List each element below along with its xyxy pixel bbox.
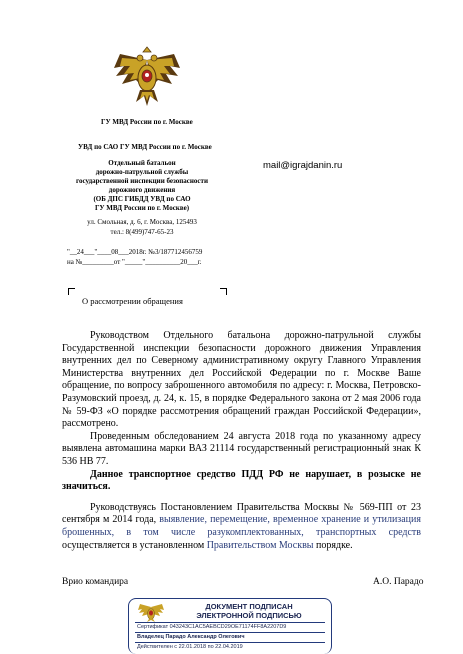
letter-body: [62, 330, 421, 552]
stamp-divider: [135, 632, 325, 633]
subject-line: О рассмотрении обращения: [82, 296, 183, 306]
body-paragraph: Руководством Отдельного батальона дорожно-патрульной службы Государственной инспекции безопасности дорожного движения Управления внутренних дел по Северному административному округу Главного Управления Министерства внутренних дел Российской Федерации по г. Москве Ваше обращение, по вопросу заброшенного автомобиля по адресу: г. Москва, Петровско-Разумовский проезд, д. 24, к. 15, в порядке Федерального закона от 2 мая 2006 года № 59-ФЗ «О порядке рассмотрения обращений граждан Российской Федерации», рассмотрено.: [62, 330, 421, 430]
final-paragraph-link-text: выявление, перемещение, временное хранение и утилизация брошенных, в том числе разукомплектованных, транспортных средств: [62, 514, 421, 538]
subject-corner-left: [68, 288, 75, 295]
final-paragraph: [62, 502, 421, 552]
unit-line: государственной инспекции безопасности: [75, 177, 209, 185]
signatory-position: Врио командира: [62, 577, 129, 587]
reference-number: "__24___"____08___2018г. №3/187712456759: [67, 248, 203, 256]
subject-corner-right: [220, 288, 227, 295]
unit-line: Отдельный батальон: [108, 159, 176, 167]
stamp-certificate: Сертификат 043243C1AC5AEBCD29OE71174FF8A2207D9: [137, 624, 287, 630]
unit-name-block: [62, 159, 222, 213]
unit-phone: тел.: 8(499)747-65-23: [110, 228, 174, 236]
stamp-title-line: ДОКУМЕНТ ПОДПИСАН: [205, 602, 293, 611]
mvd-emblem-icon: [112, 46, 182, 112]
recipient-email: mail@igrajdanin.ru: [263, 160, 343, 171]
final-paragraph-part: осуществляется в установленном: [62, 539, 207, 551]
final-paragraph-part: Руководствуясь Постановлением Правительства Москвы № 569-ПП от 23 сентября м 2014 года,: [62, 501, 421, 526]
unit-line: (ОБ ДПС ГИБДД УВД по САО: [93, 195, 191, 203]
e-signature-stamp: [128, 598, 332, 654]
body-paragraph: Проведенным обследованием 24 августа 2018 года по указанному адресу выявлена автомашина марки ВАЗ 21114 государственный регистрационный знак К 536 НВ 77.: [62, 430, 421, 467]
reference-reply: на №_________от "_____"__________20___г.: [67, 258, 202, 266]
stamp-emblem-icon: [137, 601, 165, 623]
unit-line: дорожного движения: [108, 186, 176, 194]
unit-line: дорожно-патрульной службы: [95, 168, 189, 176]
stamp-title: [169, 602, 329, 620]
unit-line: ГУ МВД России по г. Москве): [94, 204, 190, 212]
org-main-name: ГУ МВД России по г. Москве: [101, 118, 193, 126]
stamp-title-line: ЭЛЕКТРОННОЙ ПОДПИСЬЮ: [196, 611, 302, 620]
org-sub-name: УВД по САО ГУ МВД России по г. Москве: [78, 143, 212, 151]
signatory-name: А.О. Парадо: [373, 577, 424, 587]
final-paragraph-part: порядке.: [313, 539, 353, 551]
body-paragraph: Данное транспортное средство ПДД РФ не нарушает, в розыске не значиться.: [62, 468, 421, 493]
stamp-divider: [135, 622, 325, 623]
stamp-owner: Владелец Парадо Александр Олегович: [137, 634, 245, 640]
unit-address: ул. Смольная, д. 6, г. Москва, 125493: [87, 218, 197, 226]
stamp-validity: Действителен с 22.01.2018 по 22.04.2019: [137, 644, 243, 650]
government-link-text: Правительством Москвы: [206, 539, 314, 551]
stamp-divider: [135, 642, 325, 643]
